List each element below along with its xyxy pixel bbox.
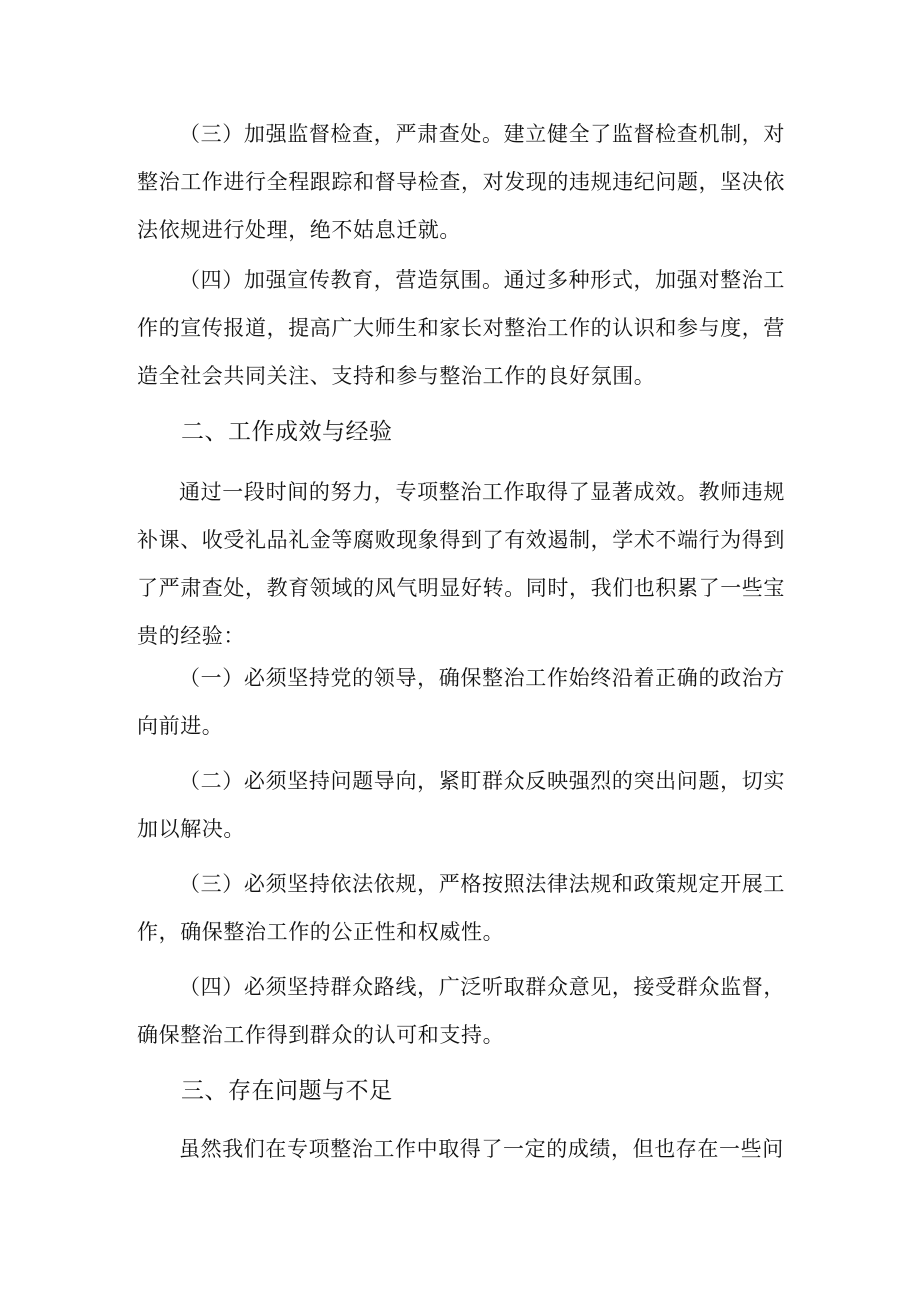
section-heading-achievements: 二、工作成效与经验 [181, 419, 393, 445]
paragraph-experience-3: （三）必须坚持依法依规，严格按照法律法规和政策规定开展工作，确保整治工作的公正性和权威性。 [137, 872, 785, 944]
section-heading-problems: 三、存在问题与不足 [181, 1078, 393, 1104]
paragraph-problems-intro: 虽然我们在专项整治工作中取得了一定的成绩，但也存在一些问 [179, 1137, 784, 1161]
paragraph-experience-1: （一）必须坚持党的领导，确保整治工作始终沿着正确的政治方向前进。 [137, 666, 785, 738]
paragraph-experience-2: （二）必须坚持问题导向，紧盯群众反映强烈的突出问题，切实加以解决。 [137, 769, 785, 841]
paragraph-strengthen-publicity: （四）加强宣传教育，营造氛围。通过多种形式，加强对整治工作的宣传报道，提高广大师生和家长对整治工作的认识和参与度，营造全社会共同关注、支持和参与整治工作的良好氛围。 [137, 268, 785, 388]
paragraph-achievements-summary: 通过一段时间的努力，专项整治工作取得了显著成效。教师违规补课、收受礼品礼金等腐败现象得到了有效遏制，学术不端行为得到了严肃查处，教育领域的风气明显好转。同时，我们也积累了一些宝贵的经验： [137, 480, 785, 648]
paragraph-experience-4: （四）必须坚持群众路线，广泛听取群众意见，接受群众监督，确保整治工作得到群众的认可和支持。 [137, 975, 785, 1047]
paragraph-strengthen-supervision: （三）加强监督检查，严肃查处。建立健全了监督检查机制，对整治工作进行全程跟踪和督导检查，对发现的违规违纪问题，坚决依法依规进行处理，绝不姑息迁就。 [137, 122, 785, 242]
